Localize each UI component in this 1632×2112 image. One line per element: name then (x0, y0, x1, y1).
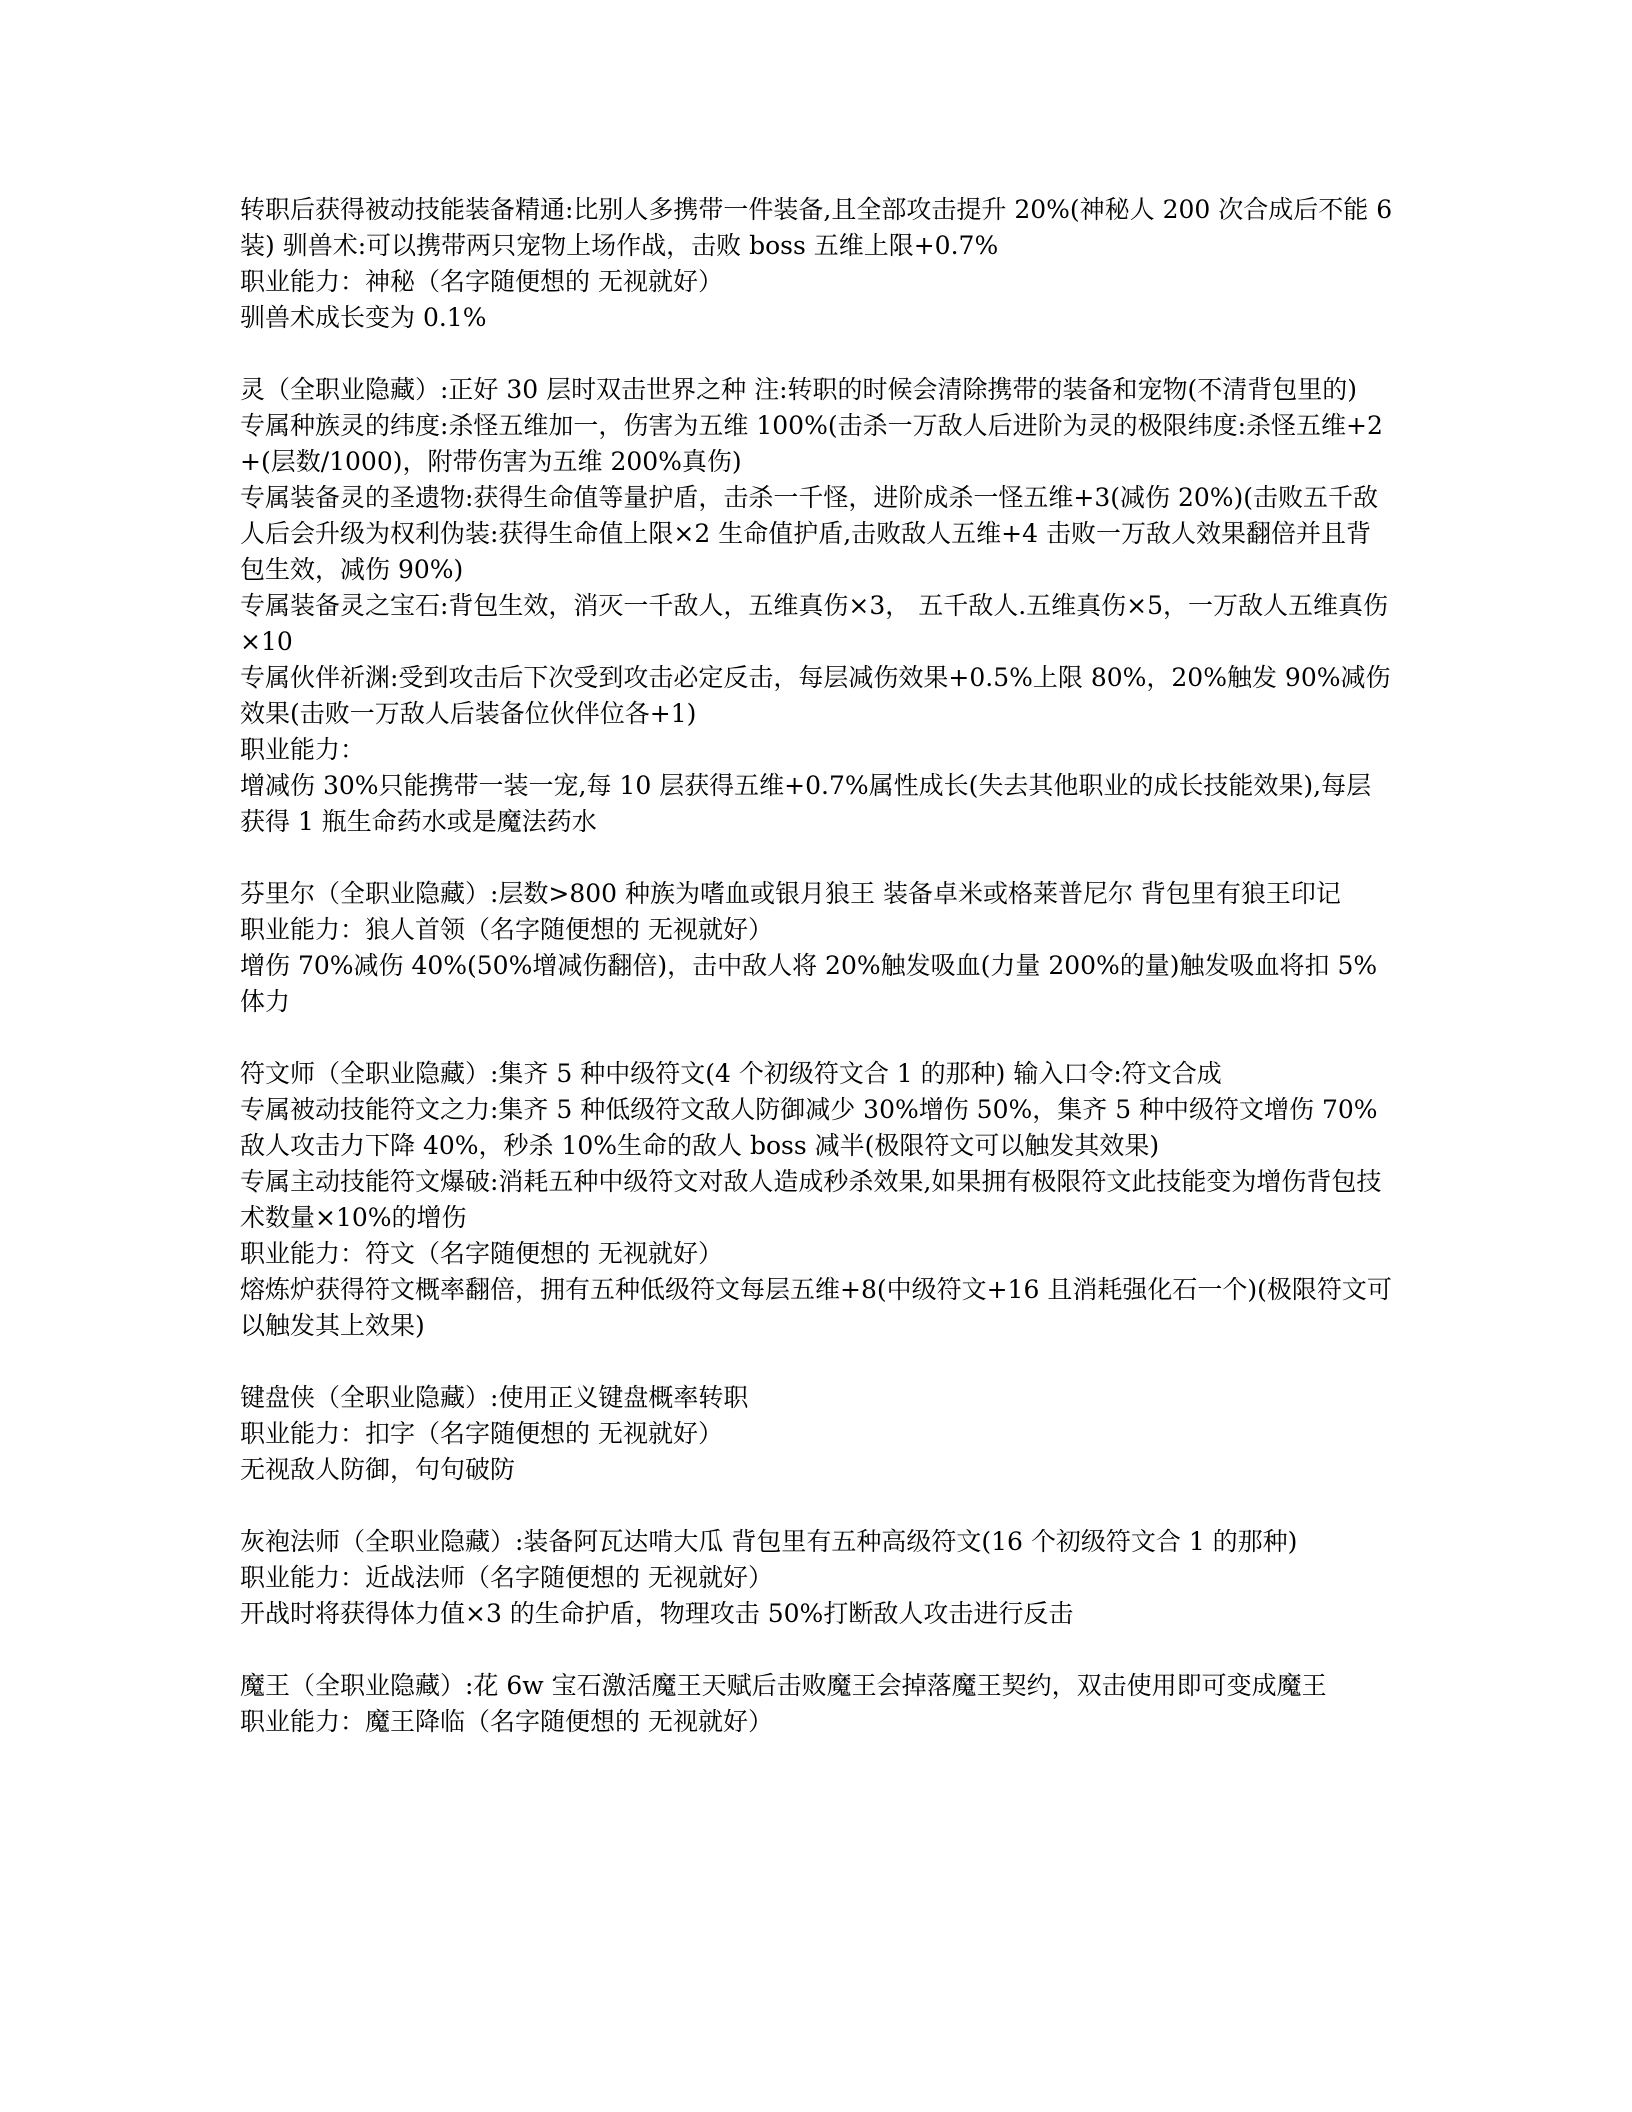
text-line: 职业能力： (240, 735, 366, 764)
text-line: 专属种族灵的纬度:杀怪五维加一，伤害为五维 100%(击杀一万敌人后进阶为灵的极限纬度:杀怪五维+2+(层数/1000)，附带伤害为五维 200%真伤) (240, 411, 1383, 476)
document-page (240, 192, 1395, 1776)
text-line: 职业能力：近战法师（名字随便想的 无视就好） (240, 1563, 773, 1592)
section-keyboard-warrior (240, 1380, 1395, 1488)
text-line: 驯兽术成长变为 0.1% (240, 303, 487, 332)
text-line: 职业能力：符文（名字随便想的 无视就好） (240, 1239, 723, 1268)
text-line: 转职后获得被动技能装备精通:比别人多携带一件装备,且全部攻击提升 20%(神秘人 200 次合成后不能 6 装) 驯兽术:可以携带两只宠物上场作战，击败 boss 五维上限+0.7% (240, 195, 1393, 260)
text-line: 键盘侠（全职业隐藏）:使用正义键盘概率转职 (240, 1383, 749, 1412)
text-line: 职业能力：神秘（名字随便想的 无视就好） (240, 267, 723, 296)
text-line: 灵（全职业隐藏）:正好 30 层时双击世界之种 注:转职的时候会清除携带的装备和宠物(不清背包里的) (240, 375, 1358, 404)
text-line: 芬里尔（全职业隐藏）:层数>800 种族为嗜血或银月狼王 装备卓米或格莱普尼尔 背包里有狼王印记 (240, 879, 1341, 908)
text-line: 增减伤 30%只能携带一装一宠,每 10 层获得五维+0.7%属性成长(失去其他职业的成长技能效果),每层获得 1 瓶生命药水或是魔法药水 (240, 771, 1372, 836)
text-line: 专属被动技能符文之力:集齐 5 种低级符文敌人防御减少 30%增伤 50%，集齐 5 种中级符文增伤 70%敌人攻击力下降 40%，秒杀 10%生命的敌人 boss 减半(极限符文可以触发其效果) (240, 1095, 1378, 1160)
text-line: 专属装备灵的圣遗物:获得生命值等量护盾，击杀一千怪，进阶成杀一怪五维+3(减伤 20%)(击败五千敌人后会升级为权利伪装:获得生命值上限×2 生命值护盾,击败敌人五维+4 击败一万敌人效果翻倍并且背包生效，减伤 90%) (240, 483, 1379, 584)
section-demon-king (240, 1668, 1395, 1740)
text-line: 专属装备灵之宝石:背包生效，消灭一千敌人，五维真伤×3， 五千敌人.五维真伤×5，一万敌人五维真伤×10 (240, 591, 1389, 656)
section-beastmaster (240, 192, 1395, 336)
text-line: 专属伙伴祈渊:受到攻击后下次受到攻击必定反击，每层减伤效果+0.5%上限 80%，20%触发 90%减伤效果(击败一万敌人后装备位伙伴位各+1) (240, 663, 1391, 728)
text-line: 职业能力：魔王降临（名字随便想的 无视就好） (240, 1707, 773, 1736)
text-line: 符文师（全职业隐藏）:集齐 5 种中级符文(4 个初级符文合 1 的那种) 输入口令:符文合成 (240, 1059, 1222, 1088)
text-line: 开战时将获得体力值×3 的生命护盾，物理攻击 50%打断敌人攻击进行反击 (240, 1599, 1074, 1628)
text-line: 专属主动技能符文爆破:消耗五种中级符文对敌人造成秒杀效果,如果拥有极限符文此技能变为增伤背包技术数量×10%的增伤 (240, 1167, 1382, 1232)
section-fenrir (240, 876, 1395, 1020)
text-line: 灰袍法师（全职业隐藏）:装备阿瓦达啃大瓜 背包里有五种高级符文(16 个初级符文合 1 的那种) (240, 1527, 1298, 1556)
section-rune-master (240, 1056, 1395, 1344)
text-line: 魔王（全职业隐藏）:花 6w 宝石激活魔王天赋后击败魔王会掉落魔王契约，双击使用即可变成魔王 (240, 1671, 1327, 1700)
text-line: 熔炼炉获得符文概率翻倍，拥有五种低级符文每层五维+8(中级符文+16 且消耗强化石一个)(极限符文可以触发其上效果) (240, 1275, 1392, 1340)
text-line: 增伤 70%减伤 40%(50%增减伤翻倍)，击中敌人将 20%触发吸血(力量 200%的量)触发吸血将扣 5%体力 (240, 951, 1378, 1016)
text-line: 职业能力：狼人首领（名字随便想的 无视就好） (240, 915, 773, 944)
section-grey-mage (240, 1524, 1395, 1632)
section-ling (240, 372, 1395, 840)
text-line: 职业能力：扣字（名字随便想的 无视就好） (240, 1419, 723, 1448)
text-line: 无视敌人防御，句句破防 (240, 1455, 516, 1484)
